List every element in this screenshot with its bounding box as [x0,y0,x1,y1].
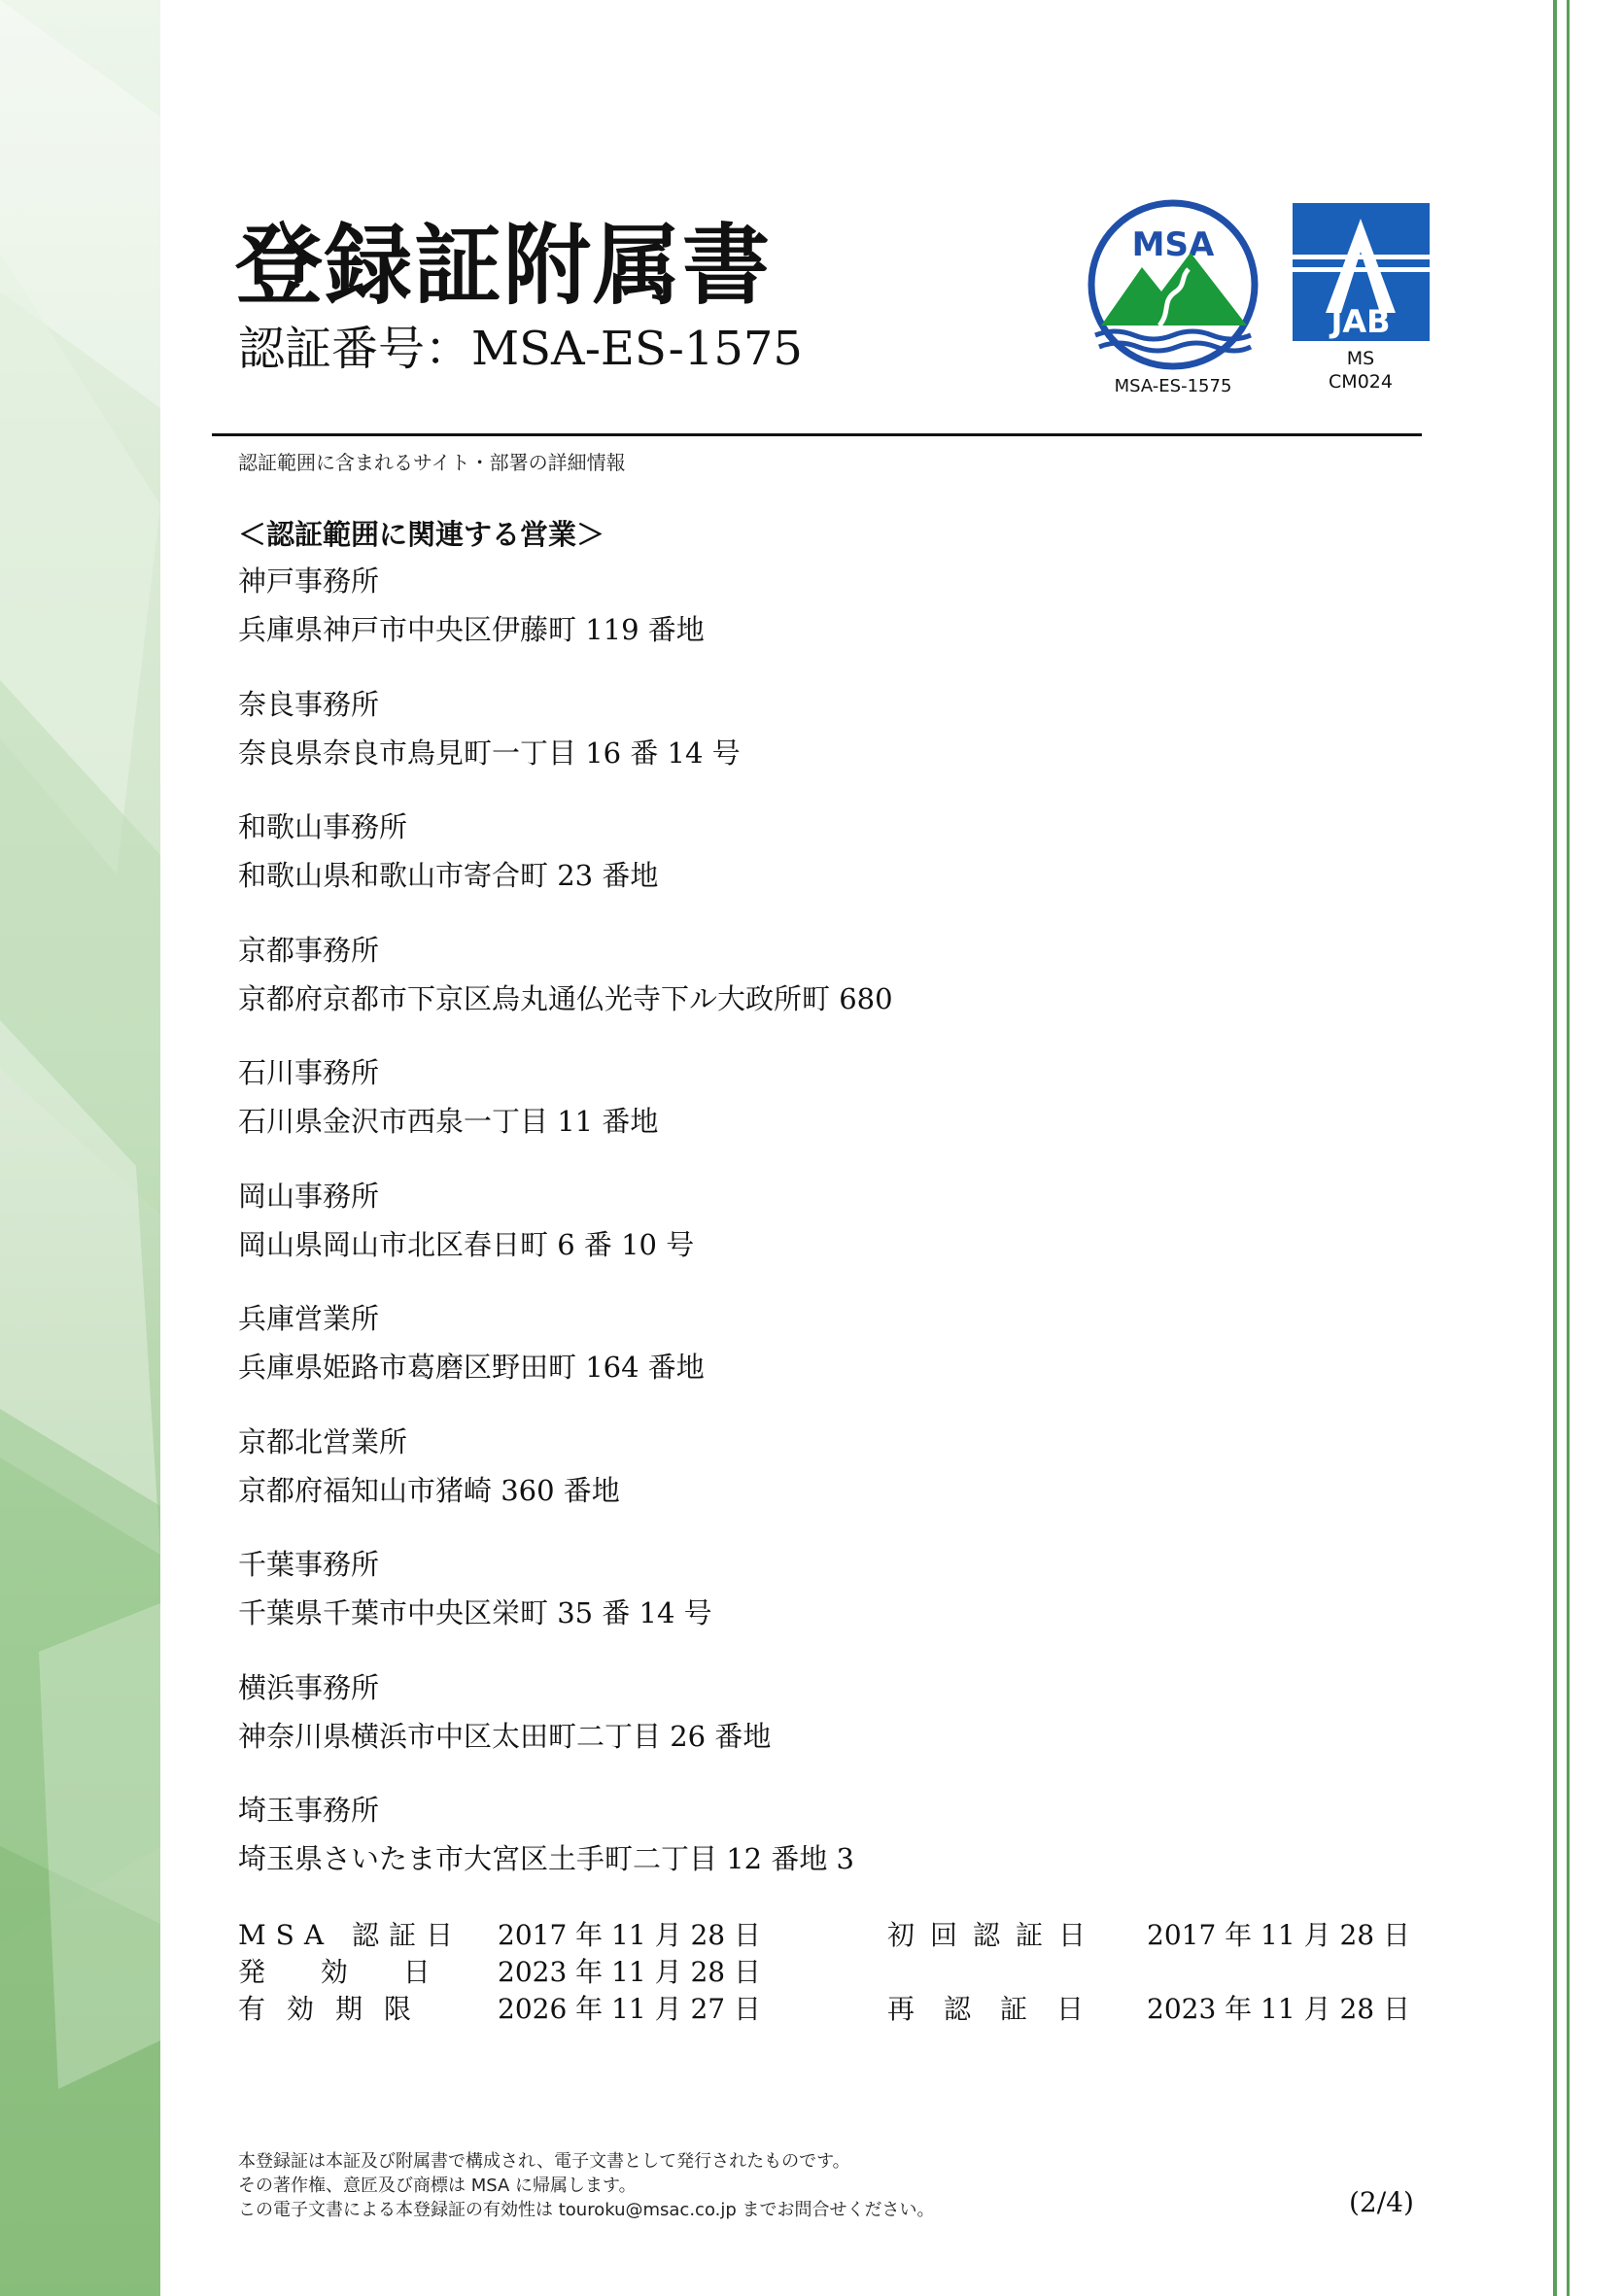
site-name: 京都事務所 [238,933,380,967]
list-item [238,807,1356,931]
list-item [238,1299,1356,1422]
site-name: 兵庫営業所 [238,1302,380,1335]
recert-date-value: 2023 年 11 月 28 日 [1147,1993,1411,2025]
title-divider [212,433,1422,436]
msa-logo-text: MSA [1131,225,1215,264]
page-number: (2/4) [1349,2186,1414,2218]
site-address: 京都府福知山市猪崎 360 番地 [238,1473,620,1507]
date-row [238,1988,1411,2025]
list-item [238,1791,1356,1914]
msa-cert-date-value: 2017 年 11 月 28 日 [498,1919,762,1951]
jab-logo [1291,201,1432,395]
expiry-date-label: 有効期限 [238,1993,433,2025]
list-item [238,562,1356,685]
site-list [238,562,1356,1914]
site-address: 神奈川県横浜市中区太田町二丁目 26 番地 [238,1719,772,1753]
list-item [238,1545,1356,1668]
list-item [238,1053,1356,1177]
site-address: 石川県金沢市西泉一丁目 11 番地 [238,1105,659,1138]
site-name: 京都北営業所 [238,1424,408,1458]
jab-caption-ms: MS [1346,348,1375,369]
recert-date-label: 再認証日 [887,1993,1114,2025]
effective-date-label: 発 効 日 [238,1956,454,1988]
right-border-line [1553,0,1557,2296]
date-row [238,1914,1411,1951]
initial-cert-date-value: 2017 年 11 月 28 日 [1147,1919,1411,1951]
site-address: 兵庫県神戸市中央区伊藤町 119 番地 [238,613,705,646]
site-name: 岡山事務所 [238,1179,380,1213]
site-address: 兵庫県姫路市葛磨区野田町 164 番地 [238,1351,705,1384]
jab-caption-code: CM024 [1329,371,1393,393]
footer-line: この電子文書による本登録証の有効性は touroku@msac.co.jp までお問合せください。 [238,2200,935,2220]
right-border-line-inner [1567,0,1570,2296]
footer-line: その著作権、意匠及び商標は MSA に帰属します。 [238,2176,637,2196]
site-name: 千葉事務所 [238,1548,380,1581]
list-item [238,931,1356,1054]
site-name: 奈良事務所 [238,687,380,721]
site-address: 奈良県奈良市鳥見町一丁目 16 番 14 号 [238,736,741,770]
site-name: 埼玉事務所 [238,1794,380,1827]
site-name: 和歌山事務所 [238,810,408,843]
footer-notes [238,2149,935,2222]
msa-logo [1084,199,1263,398]
document-title: 登録証附属書 [235,214,772,317]
msa-cert-date-label: MSA 認証日 [238,1919,463,1951]
section-title: ＜認証範囲に関連する営業＞ [238,518,605,551]
site-name: 横浜事務所 [238,1670,380,1704]
date-row [238,1951,1404,1988]
list-item [238,1177,1356,1300]
footer-line: 本登録証は本証及び附属書で構成され、電子文書として発行されたものです。 [238,2151,850,2172]
list-item [238,1422,1356,1546]
msa-logo-caption: MSA-ES-1575 [1114,376,1232,396]
jab-logo-text: JAB [1330,303,1391,340]
effective-date-value: 2023 年 11 月 28 日 [498,1956,762,1988]
site-address: 京都府京都市下京区烏丸通仏光寺下ル大政所町 680 [238,981,893,1015]
geometric-background-pattern [0,0,160,2296]
list-item [238,1668,1356,1792]
site-name: 神戸事務所 [238,565,380,598]
site-address: 岡山県岡山市北区春日町 6 番 10 号 [238,1227,695,1261]
initial-cert-date-label: 初回認証日 [887,1919,1102,1951]
site-name: 石川事務所 [238,1056,380,1089]
list-item [238,685,1356,808]
scope-subheading: 認証範囲に含まれるサイト・部署の詳細情報 [238,451,626,474]
site-address: 埼玉県さいたま市大宮区土手町二丁目 12 番地 3 [238,1842,855,1875]
certificate-number: 認証番号：MSA-ES-1575 [238,322,803,376]
site-address: 和歌山県和歌山市寄合町 23 番地 [238,859,659,892]
decorative-green-band [0,0,160,2296]
site-address: 千葉県千葉市中央区栄町 35 番 14 号 [238,1596,712,1629]
expiry-date-value: 2026 年 11 月 27 日 [498,1993,762,2025]
